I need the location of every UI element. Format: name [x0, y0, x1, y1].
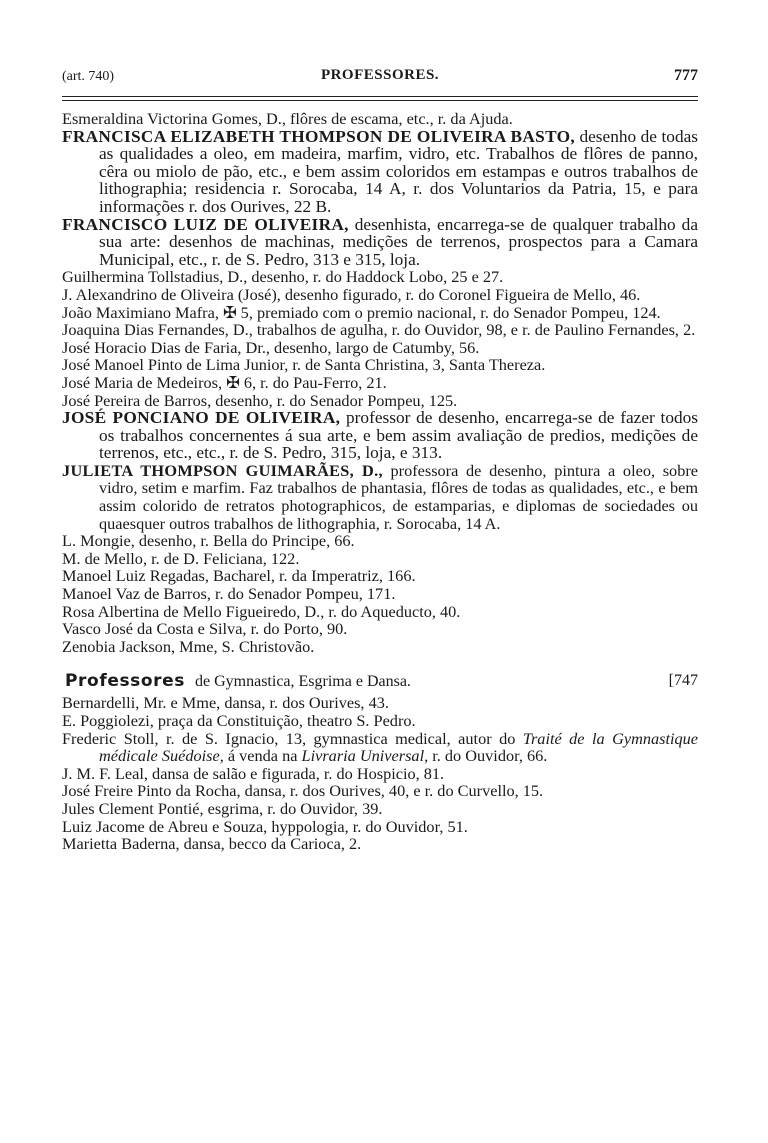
list-entry: Bernardelli, Mr. e Mme, dansa, r. dos Ourives, 43. [62, 693, 389, 713]
page-number: 777 [674, 67, 698, 84]
list-entry: José Maria de Medeiros, ✠ 6, r. do Pau-Ferro, 21. [62, 372, 387, 392]
header-rule [62, 96, 698, 97]
list-entry: J. M. F. Leal, dansa de salão e figurada, r. do Hospicio, 81. [62, 763, 445, 783]
list-entry: José Horacio Dias de Faria, Dr., desenho, largo de Catumby, 56. [62, 337, 480, 357]
section-ref: [747 [668, 672, 698, 690]
list-entry: FRANCISCA ELIZABETH THOMPSON DE OLIVEIRA BASTO, desenho de todas as qualidades a oleo, em madeira, marfim, vidro, etc. Trabalhos de flôres de panno, cêra ou miolo de pão, etc., e bem assim coloridos em estampas e outros trabalhos de lithographia; residencia r. Sorocaba, 14 A, r. dos Voluntarios da Patria, 15, e para informações r. dos Ourives, 22 B. [62, 126, 698, 216]
list-entry: Manoel Luiz Regadas, Bacharel, r. da Imperatriz, 166. [62, 566, 416, 586]
list-entry: Luiz Jacome de Abreu e Souza, hyppologia, r. do Ouvidor, 51. [62, 816, 468, 836]
entries-list [62, 110, 698, 853]
header-title: PROFESSORES. [320, 67, 440, 83]
section-subtitle: de Gymnastica, Esgrima e Dansa. [195, 673, 411, 691]
section-heading [62, 671, 698, 692]
list-entry: JULIETA THOMPSON GUIMARÃES, D., professora de desenho, pintura a oleo, sobre vidro, setim e marfim. Faz trabalhos de phantasia, flôres de todas as qualidades, etc., e bem assim colorido de retratos photographicos, de estamparias, e diplomas de sociedades ou quaesquer outros trabalhos de lithographia, r. Sorocaba, 14 A. [62, 460, 698, 533]
list-entry: Rosa Albertina de Mello Figueiredo, D., r. do Aqueducto, 40. [62, 601, 461, 621]
list-entry: José Pereira de Barros, desenho, r. do Senador Pompeu, 125. [62, 390, 458, 410]
page-header [62, 63, 698, 93]
list-entry: Vasco José da Costa e Silva, r. do Porto, 90. [62, 619, 348, 639]
list-entry: João Maximiano Mafra, ✠ 5, premiado com o premio nacional, r. do Senador Pompeu, 124. [62, 302, 661, 322]
list-entry: JOSÉ PONCIANO DE OLIVEIRA, professor de desenho, encarrega-se de fazer todos os trabalhos concernentes á sua arte, e bem assim avaliação de predios, medições de terrenos, etc., etc., r. de S. Pedro, 315, loja, e 313. [62, 408, 698, 463]
list-entry: José Freire Pinto da Rocha, dansa, r. dos Ourives, 40, e r. do Curvello, 15. [62, 781, 544, 801]
list-entry: Guilhermina Tollstadius, D., desenho, r. do Haddock Lobo, 25 e 27. [62, 267, 504, 287]
list-entry: Jules Clement Pontié, esgrima, r. do Ouvidor, 39. [62, 798, 383, 818]
header-article-ref: (art. 740) [62, 69, 115, 84]
list-entry: L. Mongie, desenho, r. Bella do Principe, 66. [62, 531, 355, 551]
list-entry: Manoel Vaz de Barros, r. do Senador Pompeu, 171. [62, 584, 396, 604]
list-entry: M. de Mello, r. de D. Feliciana, 122. [62, 548, 300, 568]
header-rule-thin [62, 100, 698, 101]
section-title: Professores [65, 671, 185, 692]
list-entry: Frederic Stoll, r. de S. Ignacio, 13, gymnastica medical, autor do Traité de la Gymnastique médicale Suédoise, á venda na Livraria Universal, r. do Ouvidor, 66. [62, 728, 699, 766]
list-entry: E. Poggiolezi, praça da Constituição, theatro S. Pedro. [62, 711, 416, 730]
list-entry: Marietta Baderna, dansa, becco da Carioca, 2. [62, 834, 362, 854]
section-gap [62, 655, 698, 671]
list-entry: Esmeraldina Victorina Gomes, D., flôres de escama, etc., r. da Ajuda. [62, 109, 513, 128]
list-entry: Zenobia Jackson, Mme, S. Christovão. [62, 636, 315, 656]
list-entry: José Manoel Pinto de Lima Junior, r. de Santa Christina, 3, Santa Thereza. [62, 355, 546, 375]
list-entry: FRANCISCO LUIZ DE OLIVEIRA, desenhista, encarrega-se de qualquer trabalho da sua arte: desenhos de machinas, medições de terrenos, prospectos para a Camara Municipal, etc., r. de S. Pedro, 313 e 315, loja. [62, 214, 698, 269]
list-entry: J. Alexandrino de Oliveira (José), desenho figurado, r. do Coronel Figueira de Mello, 46. [62, 284, 641, 304]
list-entry: Joaquina Dias Fernandes, D., trabalhos de agulha, r. do Ouvidor, 98, e r. de Paulino Fernandes, 2. [62, 320, 696, 340]
